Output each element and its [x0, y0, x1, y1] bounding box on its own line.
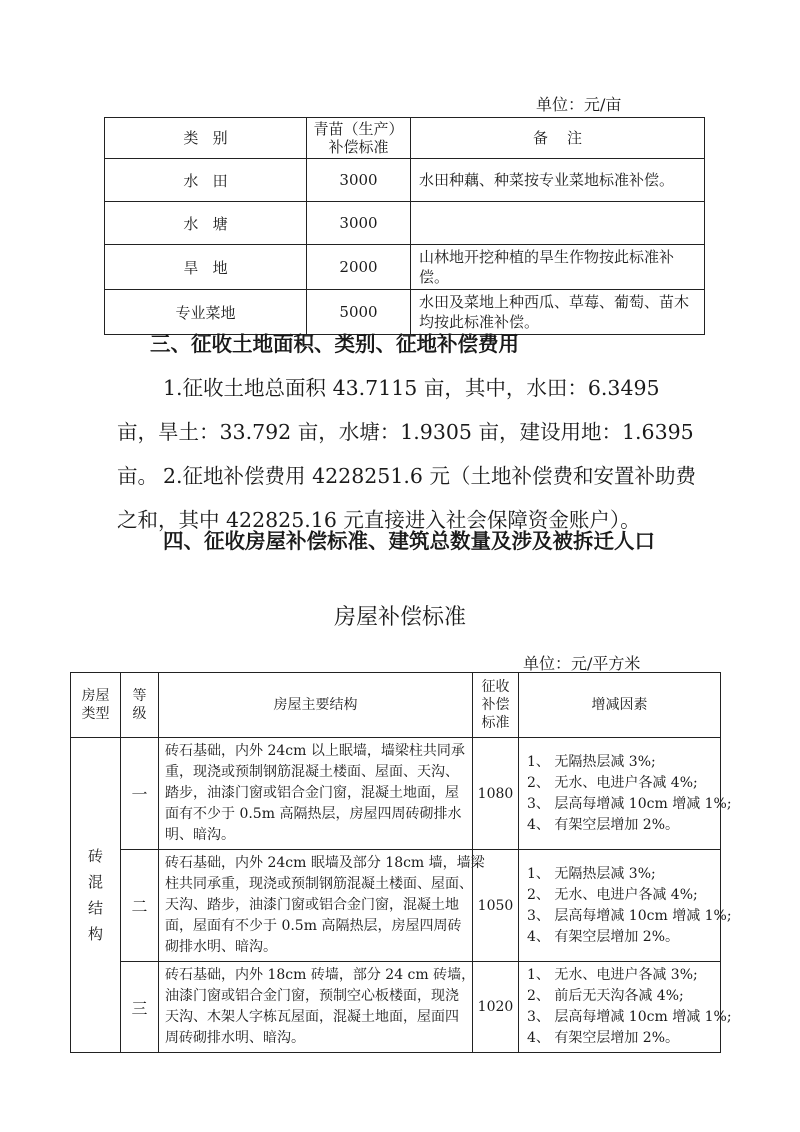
category-cell: 水 田	[105, 159, 307, 202]
category-cell: 专业菜地	[105, 290, 307, 335]
factors-cell: 1、 无水、电进户各减 3%; 2、 前后无天沟各减 4%; 3、 层高每增减 10cm 增减 1%; 4、 有架空层增加 2%。	[519, 962, 721, 1053]
table-header-row	[105, 118, 705, 159]
note-cell: 山林地开挖种植的旱生作物按此标准补偿。	[411, 245, 705, 290]
value-cell: 3000	[307, 202, 411, 245]
structure-cell: 砖石基础，内外 24cm 眠墙及部分 18cm 墙，墙梁 柱共同承重，现浇或预制钢筋混凝土楼面、屋面、 天沟、踏步，油漆门窗或铝合金门窗，混凝土地 面，屋面有不少于 0.5m 高隔热层，房屋四周砖 砌排水明、暗沟。	[159, 850, 473, 962]
price-cell: 1020	[473, 962, 519, 1053]
table-row	[71, 738, 721, 850]
grade-cell: 三	[121, 962, 159, 1053]
table-header-row	[71, 673, 721, 738]
category-cell: 旱 地	[105, 245, 307, 290]
structure-cell: 砖石基础，内外 24cm 以上眠墙，墙梁柱共同承 重，现浇或预制钢筋混凝土楼面、屋面、天沟、 踏步，油漆门窗或铝合金门窗，混凝土地面，屋 面有不少于 0.5m 高隔热层，房屋四周砖砌排水 明、暗沟。	[159, 738, 473, 850]
factors-cell: 1、 无隔热层减 3%; 2、 无水、电进户各减 4%; 3、 层高每增减 10cm 增减 1%; 4、 有架空层增加 2%。	[519, 850, 721, 962]
value-cell: 2000	[307, 245, 411, 290]
unit-label: 单位：元/亩	[536, 95, 622, 114]
table-row	[71, 850, 721, 962]
header-standard: 青苗（生产） 补偿标准	[307, 118, 411, 159]
value-cell: 3000	[307, 159, 411, 202]
house-table-title: 房屋补偿标准	[333, 605, 466, 630]
header-factors: 增减因素	[519, 673, 721, 738]
table-row	[105, 159, 705, 202]
factors-cell: 1、 无隔热层减 3%; 2、 无水、电进户各减 4%; 3、 层高每增减 10cm 增减 1%; 4、 有架空层增加 2%。	[519, 738, 721, 850]
price-cell: 1050	[473, 850, 519, 962]
note-cell: 水田种藕、种菜按专业菜地标准补偿。	[411, 159, 705, 202]
header-price: 征收 补偿 标准	[473, 673, 519, 738]
structure-cell: 砖石基础，内外 18cm 砖墙，部分 24 cm 砖墙， 油漆门窗或铝合金门窗，预制空心板楼面，现浇 天沟、木架人字栋瓦屋面，混凝土地面，屋面四 周砖砌排水明、暗沟。	[159, 962, 473, 1053]
house-compensation-table	[70, 672, 732, 1053]
section-3-heading: 三、征收土地面积、类别、征地补偿费用	[150, 332, 519, 356]
note-cell: 水田及菜地上种西瓜、草莓、葡萄、苗木均按此标准补偿。	[411, 290, 705, 335]
crop-compensation-table	[104, 117, 705, 335]
compensation-fee-paragraph: 2.征地补偿费用 4228251.6 元（土地补偿费和安置补助费之和，其中 422825.16 元直接进入社会保障资金账户）。	[117, 464, 696, 532]
unit-label-house: 单位：元/平方米	[523, 654, 641, 673]
table-row	[105, 245, 705, 290]
grade-cell: 一	[121, 738, 159, 850]
table-row	[105, 202, 705, 245]
category-cell: 水 塘	[105, 202, 307, 245]
table-row	[71, 962, 721, 1053]
grade-cell: 二	[121, 850, 159, 962]
header-grade: 等 级	[121, 673, 159, 738]
header-category: 类 别	[105, 118, 307, 159]
header-note: 备 注	[411, 118, 705, 159]
house-type-cell: 砖 混 结 构	[71, 738, 121, 1053]
price-cell: 1080	[473, 738, 519, 850]
section-4-heading: 四、征收房屋补偿标准、建筑总数量及涉及被拆迁人口	[163, 529, 655, 553]
value-cell: 5000	[307, 290, 411, 335]
land-area-paragraph: 1.征收土地总面积 43.7115 亩，其中，水田：6.3495 亩，旱土：33.792 亩，水塘：1.9305 亩，建设用地：1.6395 亩。	[117, 376, 694, 488]
note-cell	[411, 202, 705, 245]
header-structure: 房屋主要结构	[159, 673, 473, 738]
header-type: 房屋 类型	[71, 673, 121, 738]
